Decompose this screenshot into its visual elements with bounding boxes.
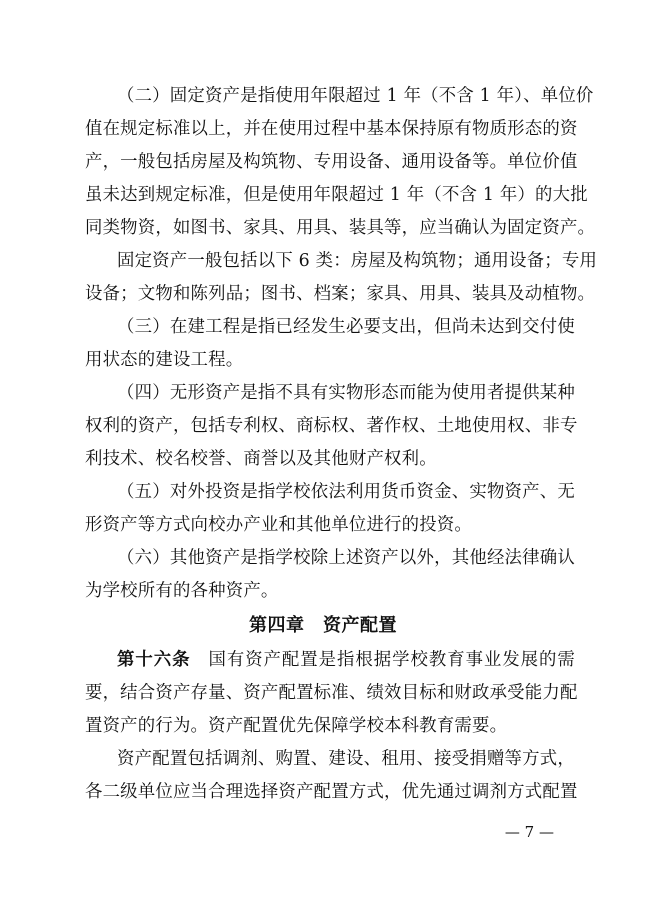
paragraph-line: （三）在建工程是指已经发生必要支出，但尚未达到交付使 (117, 317, 575, 337)
paragraph-line: 各二级单位应当合理选择资产配置方式，优先通过调剂方式配置 (85, 782, 578, 802)
paragraph-line: （六）其他资产是指学校除上述资产以外，其他经法律确认 (117, 548, 575, 568)
paragraph-line: 置资产的行为。资产配置优先保障学校本科教育需要。 (85, 716, 508, 736)
paragraph-line: 值在规定标准以上，并在使用过程中基本保持原有物质形态的资 (85, 119, 578, 139)
paragraph-line: 资产配置包括调剂、购置、建设、租用、接受捐赠等方式， (117, 749, 575, 769)
paragraph-line: 为学校所有的各种资产。 (85, 581, 279, 601)
paragraph-line: 设备；文物和陈列品；图书、档案；家具、用具、装具及动植物。 (85, 284, 596, 304)
paragraph-line: （五）对外投资是指学校依法利用货币资金、实物资产、无 (117, 482, 575, 502)
paragraph-line: 虽未达到规定标准，但是使用年限超过 1 年（不含 1 年）的大批 (85, 185, 588, 205)
paragraph-line: 权利的资产，包括专利权、商标权、著作权、土地使用权、非专 (85, 416, 578, 436)
paragraph-line: 要，结合资产存量、资产配置标准、绩效目标和财政承受能力配 (85, 683, 578, 703)
article-text: 国有资产配置是指根据学校教育事业发展的需 (208, 650, 575, 670)
paragraph-line: 用状态的建设工程。 (85, 350, 244, 370)
paragraph-line: 产，一般包括房屋及构筑物、专用设备、通用设备等。单位价值 (85, 152, 578, 172)
paragraph-line: 同类物资，如图书、家具、用具、装具等，应当确认为固定资产。 (85, 218, 596, 238)
paragraph-line: （四）无形资产是指不具有实物形态而能为使用者提供某种 (117, 383, 575, 403)
paragraph-line: 利技术、校名校誉、商誉以及其他财产权利。 (85, 449, 437, 469)
chapter-heading: 第四章 资产配置 (249, 615, 397, 636)
paragraph-line: 形资产等方式向校办产业和其他单位进行的投资。 (85, 515, 472, 535)
article-16-first-line (117, 648, 575, 672)
paragraph-line: （二）固定资产是指使用年限超过 1 年（不含 1 年）、单位价 (117, 86, 594, 106)
paragraph-line: 固定资产一般包括以下 6 类：房屋及构筑物；通用设备；专用 (117, 251, 598, 271)
article-label: 第十六条 (117, 650, 191, 670)
page-number: — 7 — (504, 823, 554, 841)
